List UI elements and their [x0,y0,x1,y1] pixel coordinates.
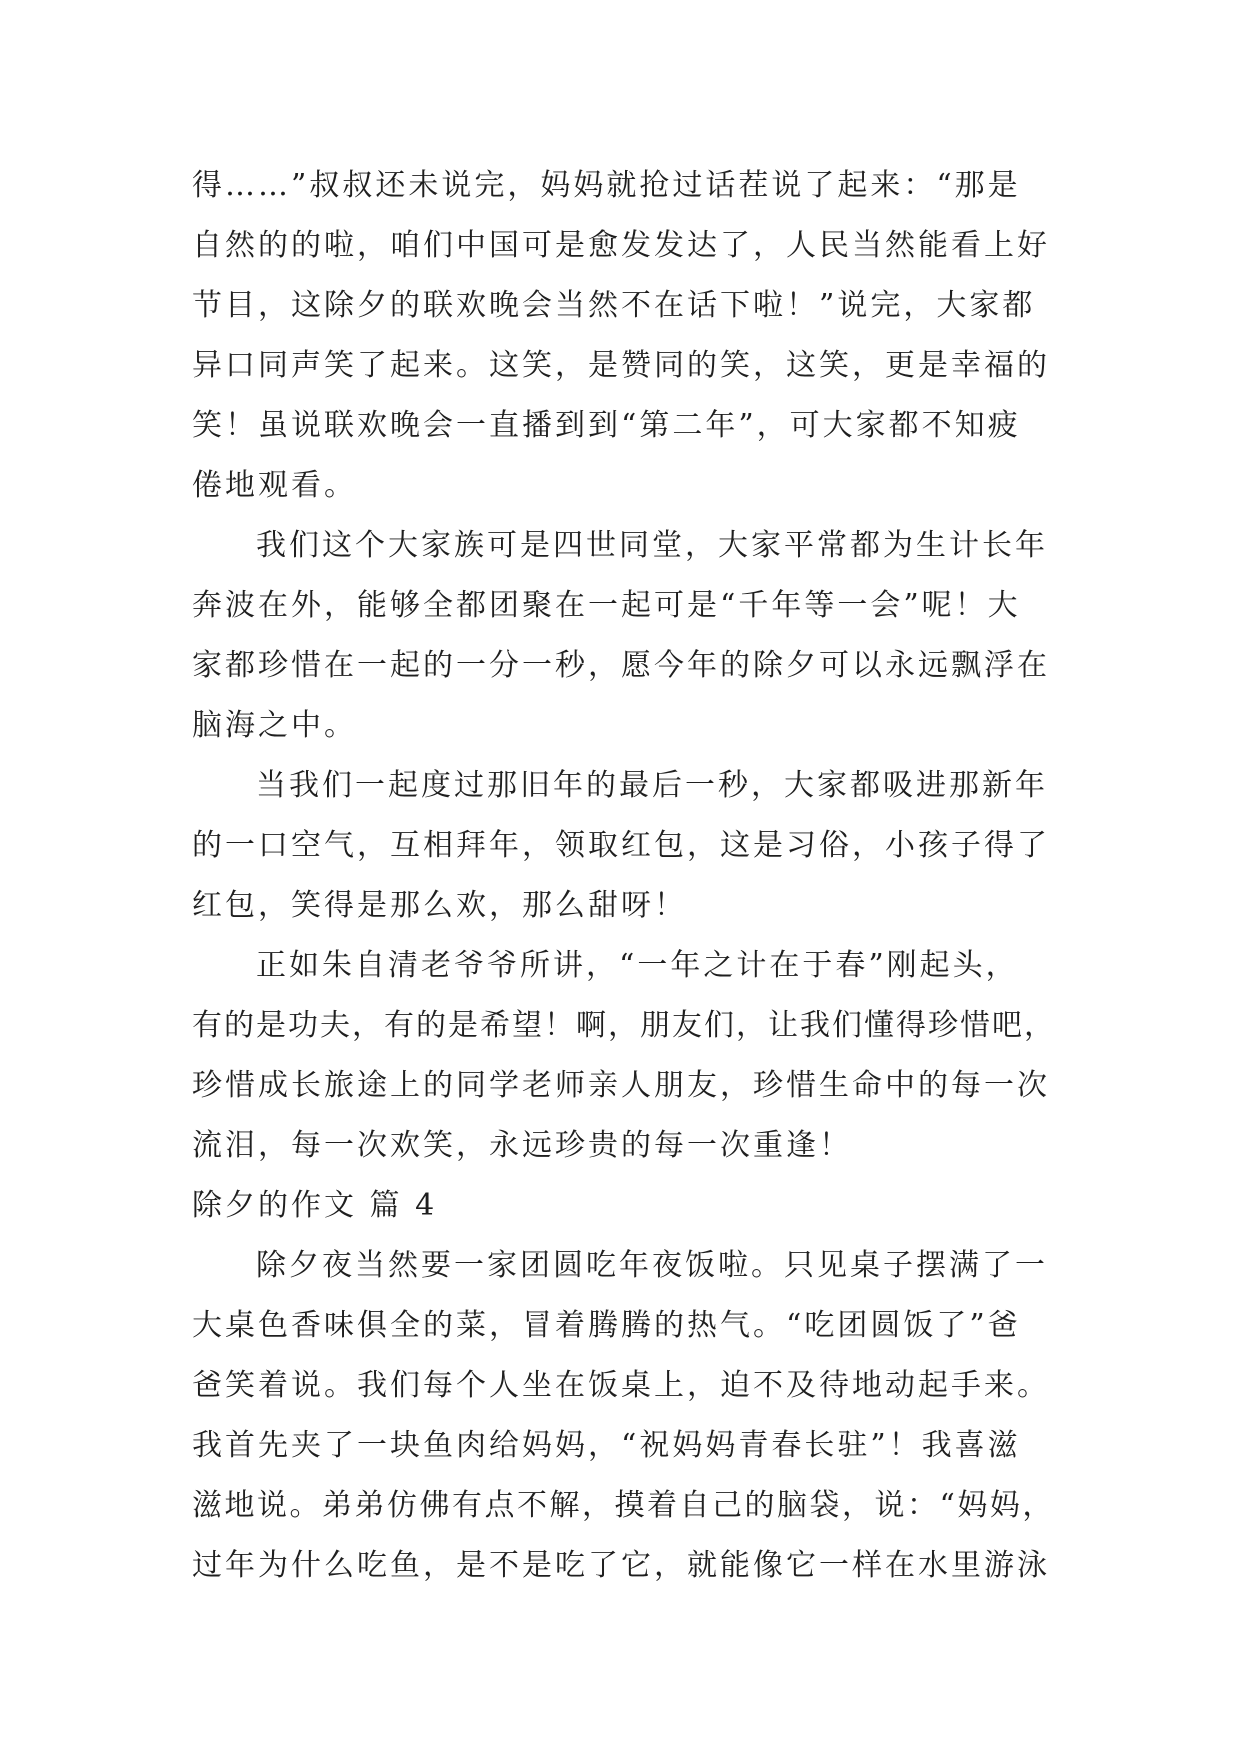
text-line: 家都珍惜在一起的一分一秒，愿今年的除夕可以永远飘浮在 [192,648,1050,683]
document-body [192,156,1062,1596]
text-line: 我首先夹了一块鱼肉给妈妈，“祝妈妈青春长驻”！我喜滋 [192,1428,1021,1463]
text-line: 的一口空气，互相拜年，领取红包，这是习俗，小孩子得了 [192,828,1050,863]
text-line: 奔波在外，能够全都团聚在一起可是“千年等一会”呢！大 [192,588,1021,623]
section-heading: 除夕的作文 篇 4 [192,1188,438,1223]
text-line: 笑！虽说联欢晚会一直播到到“第二年”，可大家都不知疲 [192,408,1021,443]
text-line: 红包，笑得是那么欢，那么甜呀！ [192,888,687,923]
text-line: 有的是功夫，有的是希望！啊，朋友们，让我们懂得珍惜吧， [192,1008,1056,1043]
text-line: 自然的的啦，咱们中国可是愈发发达了，人民当然能看上好 [192,228,1050,263]
text-line: 得……”叔叔还未说完，妈妈就抢过话茬说了起来：“那是 [192,168,1021,203]
text-line: 节目，这除夕的联欢晚会当然不在话下啦！”说完，大家都 [192,288,1036,323]
text-line: 异口同声笑了起来。这笑，是赞同的笑，这笑，更是幸福的 [192,348,1050,383]
text-line: 大桌色香味俱全的菜，冒着腾腾的热气。“吃团圆饭了”爸 [192,1308,1021,1343]
paragraph-first-line: 除夕夜当然要一家团圆吃年夜饭啦。只见桌子摆满了一 [256,1248,1048,1283]
paragraph-first-line: 当我们一起度过那旧年的最后一秒，大家都吸进那新年 [256,768,1048,803]
text-line: 爸笑着说。我们每个人坐在饭桌上，迫不及待地动起手来。 [192,1368,1050,1403]
text-line: 过年为什么吃鱼，是不是吃了它，就能像它一样在水里游泳 [192,1548,1050,1583]
text-line: 滋地说。弟弟仿佛有点不解，摸着自己的脑袋，说：“妈妈， [192,1488,1055,1523]
text-line: 流泪，每一次欢笑，永远珍贵的每一次重逢！ [192,1128,852,1163]
text-line: 倦地观看。 [192,468,357,503]
paragraph-first-line: 我们这个大家族可是四世同堂，大家平常都为生计长年 [256,528,1048,563]
paragraph-first-line: 正如朱自清老爷爷所讲，“一年之计在于春”刚起头， [256,948,1019,983]
text-line: 脑海之中。 [192,708,357,743]
text-line: 珍惜成长旅途上的同学老师亲人朋友，珍惜生命中的每一次 [192,1068,1050,1103]
